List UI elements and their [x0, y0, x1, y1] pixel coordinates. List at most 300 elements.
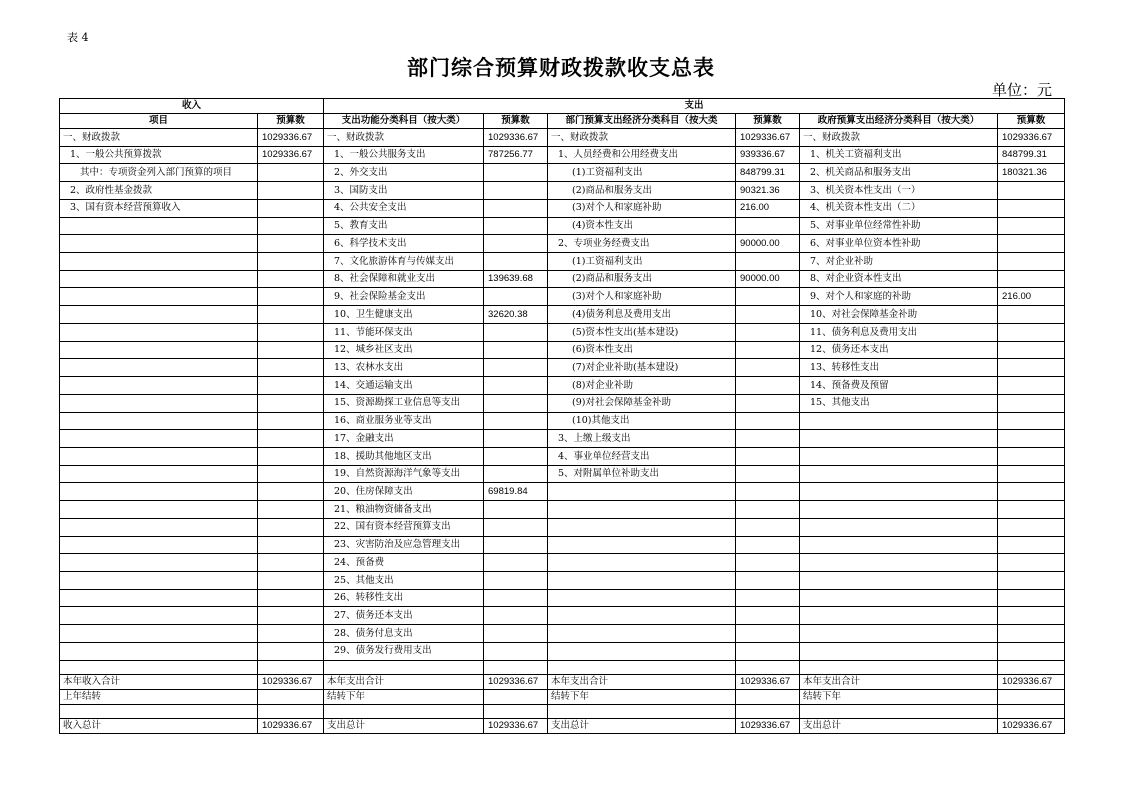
table-row	[60, 447, 1065, 465]
amount-cell	[736, 359, 800, 377]
amount-cell	[736, 625, 800, 643]
table-body	[60, 99, 1065, 734]
label-cell: 6、科学技术支出	[324, 235, 484, 253]
table-number: 表 4	[67, 31, 89, 44]
table-row	[60, 625, 1065, 643]
header-gov: 政府预算支出经济分类科目（按大类）	[800, 114, 998, 129]
label-cell: 2、机关商品和服务支出	[800, 164, 998, 182]
empty-cell	[800, 660, 998, 674]
amount-cell	[258, 199, 324, 217]
header-dept: 部门预算支出经济分类科目（按大类	[548, 114, 736, 129]
table-row	[60, 217, 1065, 235]
amount-cell	[258, 571, 324, 589]
label-cell	[60, 217, 258, 235]
label-cell: 4、机关资本性支出（二）	[800, 199, 998, 217]
label-cell	[548, 536, 736, 554]
amount-cell	[998, 270, 1065, 288]
label-cell: 一、财政拨款	[324, 129, 484, 147]
label-cell: 14、交通运输支出	[324, 377, 484, 395]
amount-cell	[736, 589, 800, 607]
label-cell: 结转下年	[324, 689, 484, 704]
label-cell	[548, 571, 736, 589]
label-cell: 本年收入合计	[60, 674, 258, 689]
amount-cell	[998, 253, 1065, 271]
label-cell	[60, 571, 258, 589]
label-cell: (2)商品和服务支出	[548, 270, 736, 288]
amount-cell	[736, 483, 800, 501]
amount-cell: 1029336.67	[736, 718, 800, 733]
label-cell: 本年支出合计	[548, 674, 736, 689]
amount-cell	[484, 642, 548, 660]
amount-cell	[484, 430, 548, 448]
amount-cell	[258, 235, 324, 253]
amount-cell	[258, 341, 324, 359]
label-cell: 1、一般公共服务支出	[324, 146, 484, 164]
empty-cell	[736, 660, 800, 674]
label-cell: 收入总计	[60, 718, 258, 733]
total-row	[60, 674, 1065, 689]
amount-cell	[998, 571, 1065, 589]
amount-cell	[998, 430, 1065, 448]
amount-cell	[258, 536, 324, 554]
table-row	[60, 182, 1065, 200]
label-cell: 4、公共安全支出	[324, 199, 484, 217]
label-cell	[60, 306, 258, 324]
amount-cell	[258, 270, 324, 288]
label-cell: 支出总计	[800, 718, 998, 733]
amount-cell	[736, 536, 800, 554]
empty-cell	[258, 704, 324, 718]
label-cell	[800, 483, 998, 501]
label-cell: 结转下年	[548, 689, 736, 704]
label-cell: (3)对个人和家庭补助	[548, 199, 736, 217]
amount-cell	[258, 465, 324, 483]
label-cell	[800, 518, 998, 536]
empty-cell	[60, 660, 258, 674]
header-budget: 预算数	[484, 114, 548, 129]
budget-table	[59, 98, 1065, 734]
label-cell: 29、债务发行费用支出	[324, 642, 484, 660]
table-row	[60, 288, 1065, 306]
label-cell: 25、其他支出	[324, 571, 484, 589]
empty-cell	[324, 660, 484, 674]
label-cell: 19、自然资源海洋气象等支出	[324, 465, 484, 483]
amount-cell	[998, 412, 1065, 430]
label-cell	[800, 554, 998, 572]
amount-cell	[998, 607, 1065, 625]
label-cell: 18、援助其他地区支出	[324, 447, 484, 465]
amount-cell: 90000.00	[736, 270, 800, 288]
label-cell: 26、转移性支出	[324, 589, 484, 607]
label-cell: 21、粮油物资储备支出	[324, 501, 484, 519]
amount-cell	[484, 377, 548, 395]
amount-cell	[484, 217, 548, 235]
amount-cell	[998, 536, 1065, 554]
amount-cell	[736, 430, 800, 448]
label-cell: 结转下年	[800, 689, 998, 704]
label-cell: (4)债务利息及费用支出	[548, 306, 736, 324]
label-cell: 12、城乡社区支出	[324, 341, 484, 359]
amount-cell	[484, 253, 548, 271]
label-cell	[60, 589, 258, 607]
amount-cell	[736, 341, 800, 359]
amount-cell	[484, 182, 548, 200]
label-cell	[548, 554, 736, 572]
amount-cell: 1029336.67	[484, 718, 548, 733]
label-cell	[548, 518, 736, 536]
label-cell	[800, 607, 998, 625]
label-cell: 2、外交支出	[324, 164, 484, 182]
amount-cell: 787256.77	[484, 146, 548, 164]
amount-cell: 939336.67	[736, 146, 800, 164]
amount-cell	[736, 642, 800, 660]
amount-cell	[484, 359, 548, 377]
amount-cell	[484, 607, 548, 625]
label-cell	[548, 607, 736, 625]
label-cell: 一、财政拨款	[800, 129, 998, 147]
table-row	[60, 518, 1065, 536]
label-cell	[800, 412, 998, 430]
label-cell: 15、其他支出	[800, 394, 998, 412]
label-cell: (4)资本性支出	[548, 217, 736, 235]
label-cell	[60, 607, 258, 625]
empty-cell	[484, 704, 548, 718]
amount-cell	[998, 465, 1065, 483]
label-cell	[60, 253, 258, 271]
amount-cell	[736, 253, 800, 271]
amount-cell	[484, 518, 548, 536]
label-cell: 10、卫生健康支出	[324, 306, 484, 324]
label-cell	[60, 501, 258, 519]
table-row	[60, 430, 1065, 448]
label-cell	[800, 625, 998, 643]
amount-cell	[998, 217, 1065, 235]
amount-cell	[484, 341, 548, 359]
amount-cell	[484, 625, 548, 643]
label-cell	[60, 430, 258, 448]
amount-cell	[484, 589, 548, 607]
amount-cell: 32620.38	[484, 306, 548, 324]
header-budget: 预算数	[258, 114, 324, 129]
label-cell: 支出总计	[548, 718, 736, 733]
label-cell: 5、对附属单位补助支出	[548, 465, 736, 483]
label-cell: 2、专项业务经费支出	[548, 235, 736, 253]
amount-cell	[736, 689, 800, 704]
label-cell: 1、机关工资福利支出	[800, 146, 998, 164]
amount-cell	[258, 625, 324, 643]
header-item: 项目	[60, 114, 258, 129]
label-cell	[60, 642, 258, 660]
amount-cell	[258, 689, 324, 704]
amount-cell	[484, 501, 548, 519]
label-cell: 22、国有资本经营预算支出	[324, 518, 484, 536]
label-cell	[60, 554, 258, 572]
label-cell: (10)其他支出	[548, 412, 736, 430]
label-cell: 一、财政拨款	[60, 129, 258, 147]
label-cell: (9)对社会保障基金补助	[548, 394, 736, 412]
label-cell: (8)对企业补助	[548, 377, 736, 395]
amount-cell: 216.00	[998, 288, 1065, 306]
amount-cell	[998, 642, 1065, 660]
amount-cell	[484, 465, 548, 483]
empty-cell	[258, 660, 324, 674]
table-row	[60, 536, 1065, 554]
label-cell	[60, 465, 258, 483]
label-cell: (1)工资福利支出	[548, 164, 736, 182]
label-cell: 28、债务付息支出	[324, 625, 484, 643]
amount-cell	[484, 447, 548, 465]
empty-cell	[998, 704, 1065, 718]
amount-cell: 90321.36	[736, 182, 800, 200]
amount-cell	[258, 501, 324, 519]
amount-cell	[258, 483, 324, 501]
amount-cell	[736, 518, 800, 536]
label-cell: 一、财政拨款	[548, 129, 736, 147]
empty-cell	[800, 704, 998, 718]
amount-cell	[258, 554, 324, 572]
table-row	[60, 412, 1065, 430]
amount-cell	[998, 625, 1065, 643]
amount-cell: 1029336.67	[998, 718, 1065, 733]
label-cell	[60, 288, 258, 306]
label-cell: 12、债务还本支出	[800, 341, 998, 359]
amount-cell: 1029336.67	[484, 129, 548, 147]
label-cell: 6、对事业单位资本性补助	[800, 235, 998, 253]
amount-cell	[998, 518, 1065, 536]
total-row	[60, 718, 1065, 733]
label-cell	[800, 589, 998, 607]
amount-cell	[258, 217, 324, 235]
amount-cell: 848799.31	[736, 164, 800, 182]
amount-cell: 69819.84	[484, 483, 548, 501]
amount-cell	[258, 412, 324, 430]
amount-cell	[484, 554, 548, 572]
table-row	[60, 323, 1065, 341]
label-cell	[800, 465, 998, 483]
amount-cell	[998, 306, 1065, 324]
amount-cell	[258, 288, 324, 306]
label-cell: 16、商业服务业等支出	[324, 412, 484, 430]
label-cell: 17、金融支出	[324, 430, 484, 448]
amount-cell	[998, 447, 1065, 465]
amount-cell	[736, 447, 800, 465]
label-cell	[548, 642, 736, 660]
table-row	[60, 359, 1065, 377]
amount-cell	[998, 377, 1065, 395]
amount-cell	[258, 642, 324, 660]
amount-cell	[484, 235, 548, 253]
amount-cell: 848799.31	[998, 146, 1065, 164]
amount-cell	[998, 689, 1065, 704]
amount-cell	[484, 199, 548, 217]
amount-cell	[998, 341, 1065, 359]
amount-cell	[736, 501, 800, 519]
amount-cell	[484, 164, 548, 182]
label-cell: 23、灾害防治及应急管理支出	[324, 536, 484, 554]
table-row	[60, 571, 1065, 589]
label-cell	[60, 518, 258, 536]
label-cell	[60, 341, 258, 359]
amount-cell	[736, 571, 800, 589]
table-row	[60, 164, 1065, 182]
amount-cell	[736, 607, 800, 625]
amount-cell	[736, 394, 800, 412]
amount-cell	[484, 394, 548, 412]
label-cell	[800, 571, 998, 589]
label-cell: (6)资本性支出	[548, 341, 736, 359]
amount-cell	[736, 306, 800, 324]
label-cell: 10、对社会保障基金补助	[800, 306, 998, 324]
amount-cell	[258, 430, 324, 448]
label-cell	[60, 323, 258, 341]
label-cell: 其中：专项资金列入部门预算的项目	[60, 164, 258, 182]
amount-cell: 216.00	[736, 199, 800, 217]
amount-cell: 1029336.67	[258, 718, 324, 733]
label-cell: 3、国有资本经营预算收入	[60, 199, 258, 217]
label-cell: 5、教育支出	[324, 217, 484, 235]
amount-cell	[258, 359, 324, 377]
amount-cell	[998, 483, 1065, 501]
label-cell	[548, 483, 736, 501]
label-cell	[60, 625, 258, 643]
amount-cell	[736, 288, 800, 306]
amount-cell	[484, 689, 548, 704]
table-row	[60, 306, 1065, 324]
amount-cell: 1029336.67	[736, 674, 800, 689]
amount-cell	[998, 199, 1065, 217]
label-cell: 上年结转	[60, 689, 258, 704]
amount-cell	[258, 518, 324, 536]
label-cell: (7)对企业补助(基本建设)	[548, 359, 736, 377]
amount-cell	[258, 323, 324, 341]
amount-cell	[736, 465, 800, 483]
label-cell: 本年支出合计	[324, 674, 484, 689]
label-cell: 9、对个人和家庭的补助	[800, 288, 998, 306]
label-cell: 13、农林水支出	[324, 359, 484, 377]
table-row	[60, 377, 1065, 395]
label-cell: 1、一般公共预算拨款	[60, 146, 258, 164]
header-func: 支出功能分类科目（按大类）	[324, 114, 484, 129]
label-cell: 11、债务利息及费用支出	[800, 323, 998, 341]
table-row	[60, 501, 1065, 519]
label-cell: 2、政府性基金拨款	[60, 182, 258, 200]
table-row	[60, 146, 1065, 164]
label-cell: 1、人员经费和公用经费支出	[548, 146, 736, 164]
amount-cell	[736, 554, 800, 572]
amount-cell	[736, 377, 800, 395]
label-cell: 11、节能环保支出	[324, 323, 484, 341]
label-cell: 15、资源勘探工业信息等支出	[324, 394, 484, 412]
amount-cell	[258, 589, 324, 607]
amount-cell	[998, 359, 1065, 377]
label-cell	[60, 412, 258, 430]
amount-cell	[258, 607, 324, 625]
label-cell	[548, 501, 736, 519]
label-cell: (1)工资福利支出	[548, 253, 736, 271]
table-row	[60, 465, 1065, 483]
label-cell: 9、社会保险基金支出	[324, 288, 484, 306]
amount-cell	[258, 253, 324, 271]
table-row	[60, 341, 1065, 359]
spacer-row	[60, 660, 1065, 674]
label-cell	[548, 625, 736, 643]
amount-cell	[484, 571, 548, 589]
label-cell	[60, 359, 258, 377]
header-budget: 预算数	[736, 114, 800, 129]
label-cell: 8、对企业资本性支出	[800, 270, 998, 288]
label-cell: 7、对企业补助	[800, 253, 998, 271]
label-cell: (3)对个人和家庭补助	[548, 288, 736, 306]
amount-cell	[484, 412, 548, 430]
amount-cell	[258, 182, 324, 200]
label-cell: 7、文化旅游体育与传媒支出	[324, 253, 484, 271]
amount-cell	[736, 323, 800, 341]
header-expense: 支出	[324, 99, 1065, 114]
label-cell: 27、债务还本支出	[324, 607, 484, 625]
amount-cell: 180321.36	[998, 164, 1065, 182]
spacer-row	[60, 704, 1065, 718]
label-cell: 3、国防支出	[324, 182, 484, 200]
amount-cell	[736, 412, 800, 430]
label-cell: 5、对事业单位经常性补助	[800, 217, 998, 235]
label-cell: 20、住房保障支出	[324, 483, 484, 501]
table-row	[60, 394, 1065, 412]
empty-cell	[548, 660, 736, 674]
amount-cell	[258, 377, 324, 395]
table-row	[60, 554, 1065, 572]
amount-cell: 1029336.67	[258, 674, 324, 689]
label-cell	[60, 483, 258, 501]
amount-cell	[258, 164, 324, 182]
label-cell	[548, 589, 736, 607]
amount-cell: 1029336.67	[998, 674, 1065, 689]
amount-cell	[258, 447, 324, 465]
empty-cell	[324, 704, 484, 718]
label-cell	[800, 430, 998, 448]
total-row	[60, 689, 1065, 704]
amount-cell	[998, 235, 1065, 253]
label-cell	[60, 270, 258, 288]
amount-cell: 90000.00	[736, 235, 800, 253]
label-cell	[800, 536, 998, 554]
table-row	[60, 253, 1065, 271]
empty-cell	[998, 660, 1065, 674]
table-row	[60, 642, 1065, 660]
table-row	[60, 270, 1065, 288]
label-cell	[60, 235, 258, 253]
empty-cell	[548, 704, 736, 718]
amount-cell	[258, 394, 324, 412]
amount-cell	[998, 323, 1065, 341]
amount-cell	[484, 536, 548, 554]
header-income: 收入	[60, 99, 324, 114]
header-row-columns	[60, 114, 1065, 129]
empty-cell	[484, 660, 548, 674]
label-cell: 支出总计	[324, 718, 484, 733]
amount-cell	[736, 217, 800, 235]
unit-label: 单位：元	[992, 81, 1053, 99]
empty-cell	[60, 704, 258, 718]
amount-cell	[998, 589, 1065, 607]
empty-cell	[736, 704, 800, 718]
label-cell: (2)商品和服务支出	[548, 182, 736, 200]
header-budget: 预算数	[998, 114, 1065, 129]
header-row-group	[60, 99, 1065, 114]
amount-cell: 1029336.67	[998, 129, 1065, 147]
amount-cell	[258, 306, 324, 324]
label-cell	[60, 536, 258, 554]
amount-cell	[484, 323, 548, 341]
